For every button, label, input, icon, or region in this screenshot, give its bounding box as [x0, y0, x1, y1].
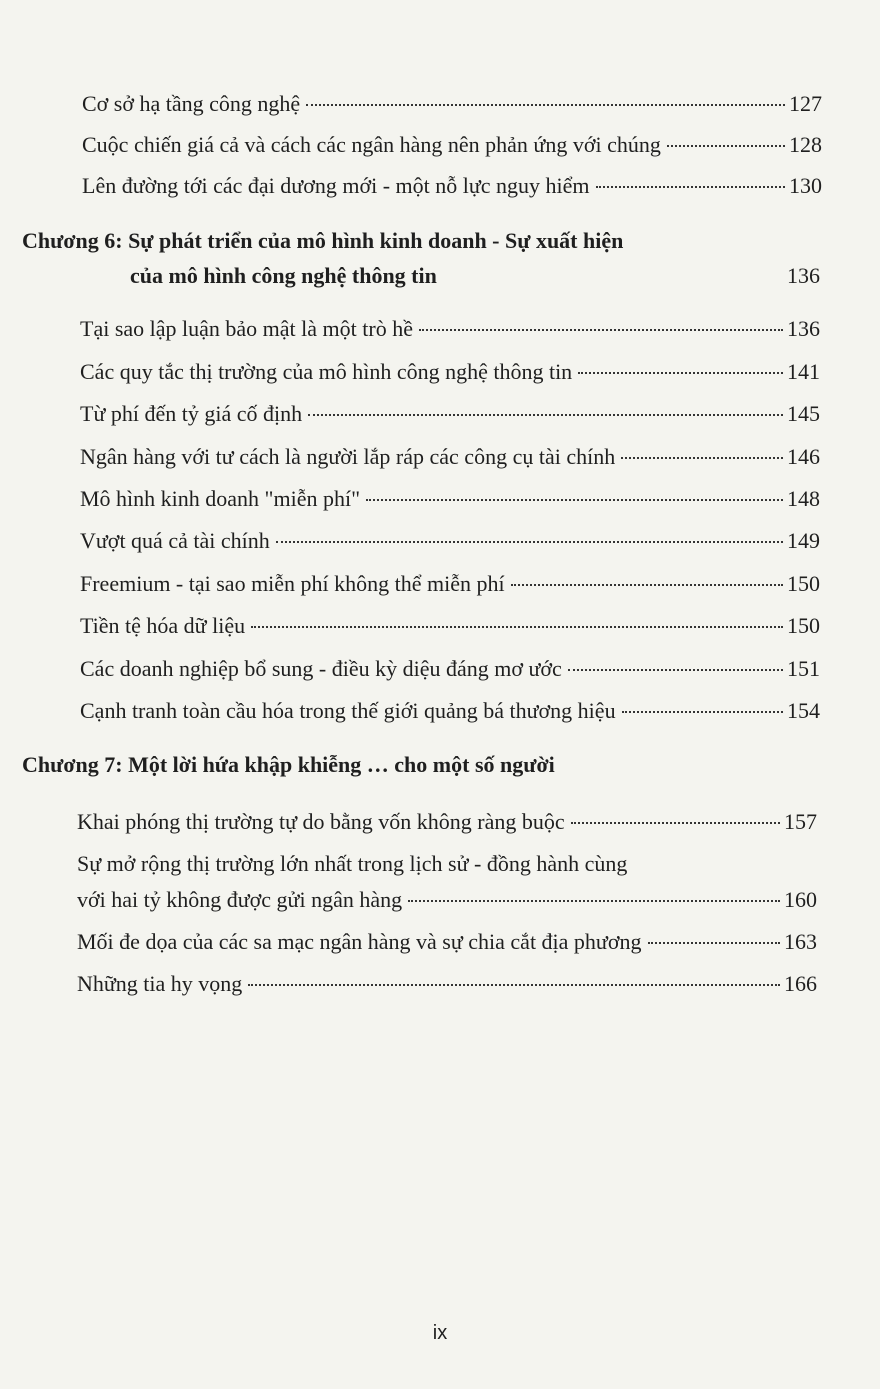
toc-entry-page: 160 [784, 887, 817, 912]
chapter-heading: Chương 7: Một lời hứa khập khiễng … cho một số người [22, 752, 555, 777]
toc-entry [80, 358, 820, 386]
toc-entry-page: 128 [789, 132, 822, 157]
toc-entry [77, 970, 817, 998]
dot-leader [251, 626, 783, 628]
toc-entry-page: 157 [784, 809, 817, 834]
toc-entry-title: Tiền tệ hóa dữ liệu [80, 613, 246, 638]
toc-entry-title: Mối đe dọa của các sa mạc ngân hàng và sự chia cắt địa phương [77, 929, 642, 954]
dot-leader [568, 669, 783, 671]
toc-entry-page: 151 [787, 656, 820, 681]
toc-entry-page: 141 [787, 359, 820, 384]
dot-leader [276, 541, 783, 543]
page-number: ix [432, 1322, 448, 1344]
toc-entry-title: Ngân hàng với tư cách là người lắp ráp các công cụ tài chính [80, 444, 616, 469]
toc-entry [82, 172, 822, 200]
dot-leader [248, 984, 780, 986]
toc-entry [77, 886, 817, 914]
toc-entry-title-continued: với hai tỷ không được gửi ngân hàng [77, 887, 403, 912]
toc-entry-page: 166 [784, 971, 817, 996]
toc-entry [80, 697, 820, 725]
dot-leader [667, 145, 785, 147]
toc-entry-page: 130 [789, 173, 822, 198]
toc-entry-title: Lên đường tới các đại dương mới - một nỗ lực nguy hiểm [82, 173, 590, 198]
toc-entry-page: 136 [787, 316, 820, 341]
chapter-heading: Chương 6: Sự phát triển của mô hình kinh doanh - Sự xuất hiện [22, 228, 624, 253]
toc-entry-page: 148 [787, 486, 820, 511]
dot-leader [306, 104, 785, 106]
toc-entry-page: 150 [787, 571, 820, 596]
dot-leader [571, 822, 780, 824]
dot-leader [419, 329, 783, 331]
toc-entry [80, 655, 820, 683]
dot-leader [366, 499, 783, 501]
dot-leader [578, 372, 783, 374]
toc-entry [77, 808, 817, 836]
toc-entry [77, 928, 817, 956]
chapter-heading-line2: của mô hình công nghệ thông tin [130, 263, 437, 288]
chapter-heading-continued [130, 262, 820, 290]
toc-entry [80, 400, 820, 428]
dot-leader [622, 711, 783, 713]
dot-leader [648, 942, 781, 944]
dot-leader [596, 186, 785, 188]
toc-entry-title: Freemium - tại sao miễn phí không thể miễn phí [80, 571, 505, 596]
toc-entry [80, 443, 820, 471]
toc-entry-title: Cạnh tranh toàn cầu hóa trong thế giới quảng bá thương hiệu [80, 698, 616, 723]
toc-entry-title: Mô hình kinh doanh "miễn phí" [80, 486, 361, 511]
toc-entry-title: Vượt quá cả tài chính [80, 528, 270, 553]
dot-leader [308, 414, 783, 416]
toc-entry-page: 163 [784, 929, 817, 954]
toc-entry [80, 570, 820, 598]
toc-entry-page: 146 [787, 444, 820, 469]
toc-entry-page: 127 [789, 91, 822, 116]
toc-entry [82, 131, 822, 159]
toc-entry-title: Từ phí đến tỷ giá cố định [80, 401, 303, 426]
toc-entry-title: Các quy tắc thị trường của mô hình công nghệ thông tin [80, 359, 573, 384]
toc-entry-page: 149 [787, 528, 820, 553]
toc-entry-page: 154 [787, 698, 820, 723]
toc-entry-title: Cơ sở hạ tầng công nghệ [82, 91, 301, 116]
toc-entry-title: Sự mở rộng thị trường lớn nhất trong lịch sử - đồng hành cùng [77, 851, 628, 876]
toc-entry-page: 150 [787, 613, 820, 638]
toc-entry [80, 485, 820, 513]
toc-entry-title: Các doanh nghiệp bổ sung - điều kỳ diệu đáng mơ ước [80, 656, 562, 681]
toc-entry [80, 527, 820, 555]
dot-leader [621, 457, 783, 459]
toc-entry [80, 315, 820, 343]
toc-entry [80, 612, 820, 640]
toc-entry-page: 145 [787, 401, 820, 426]
toc-entry-title: Cuộc chiến giá cả và cách các ngân hàng nên phản ứng với chúng [82, 132, 661, 157]
toc-entry-title: Tại sao lập luận bảo mật là một trò hề [80, 316, 413, 341]
chapter-page: 136 [787, 263, 820, 288]
toc-entry [82, 90, 822, 118]
dot-leader [511, 584, 783, 586]
dot-leader [408, 900, 780, 902]
toc-entry-title: Khai phóng thị trường tự do bằng vốn không ràng buộc [77, 809, 565, 834]
toc-entry-title: Những tia hy vọng [77, 971, 243, 996]
